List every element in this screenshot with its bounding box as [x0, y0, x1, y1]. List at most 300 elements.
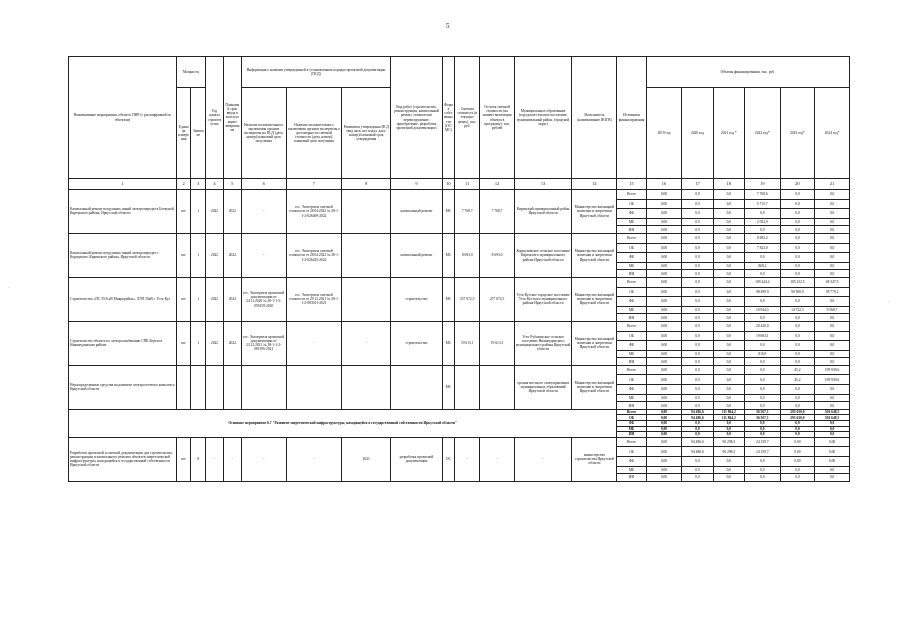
funding-value: 0,0: [713, 350, 744, 358]
funding-value: 0,0: [780, 270, 815, 278]
column-number: 21: [815, 179, 850, 190]
funding-value: 0,0: [713, 474, 744, 482]
funding-value: 869,2: [745, 262, 781, 270]
funding-value: 0,0: [745, 432, 781, 438]
object-approval: [342, 365, 391, 409]
funding-value: 0,0: [780, 297, 815, 307]
funding-value: 0,0: [780, 243, 815, 253]
funding-value: 0,0: [780, 394, 815, 402]
column-number: 15: [617, 179, 646, 190]
column-number: 12: [480, 179, 515, 190]
funding-source: ОБ: [617, 243, 646, 253]
funding-value: 0,0: [713, 287, 744, 297]
object-municipality: Усть-Кутское городское поселение Усть-Кутского муниципального района Иркутской области: [514, 277, 572, 321]
funding-value: 111 864,2: [713, 415, 744, 421]
funding-value: 0,0: [780, 321, 815, 331]
header-estimate: Сметная стоимость (в текущих ценах), тыс. руб.: [455, 57, 480, 179]
funding-value: 0,0: [745, 394, 781, 402]
funding-value: 0,0: [815, 402, 850, 410]
object-positive-conclusion: гос. Экспертиза проектной документации от 23.12.2021 № 38-1-1-2-081596-2021: [241, 321, 286, 365]
object-work-type: капитальный ремонт: [391, 233, 442, 277]
column-numbers-row: [69, 179, 850, 190]
object-municipality: Коршуновское сельское поселение Киренского муниципального района Иркутской области: [514, 233, 572, 277]
table-row: [69, 321, 850, 331]
funding-value: 0,0: [745, 426, 781, 432]
object-name: Нераспределенные средства на развитие электросетевого комплекса Иркутской области: [69, 365, 177, 409]
funding-source: МБ: [617, 350, 646, 358]
object-executor: Министерство жилищной политики и энергетики Иркутской области: [572, 277, 617, 321]
funding-value: 0,00: [646, 466, 682, 474]
object-name: Строительство объекта по электроснабжению СПК Береза в Нижнеудинском районе: [69, 321, 177, 365]
funding-value: 0,0: [815, 199, 850, 209]
funding-value: 0,00: [646, 297, 682, 307]
funding-source: МБ: [617, 306, 646, 314]
funding-value: 0,0: [682, 331, 713, 341]
funding-value: 96 298,3: [713, 447, 744, 457]
header-year: 2019 год: [646, 88, 682, 179]
object-municipality: Киренский муниципальный район Иркутской области: [514, 190, 572, 234]
object-estimate: [455, 365, 480, 409]
funding-value: 0,0: [780, 233, 815, 243]
object-unit: [176, 365, 191, 409]
funding-source: МБ: [617, 394, 646, 402]
page-number: 5: [446, 22, 450, 30]
funding-source: ИИ: [617, 402, 646, 410]
funding-value: 0,0: [745, 421, 781, 427]
object-municipality: органы местного самоуправления муниципальных образований Иркутской области: [514, 365, 572, 409]
funding-value: 0,00: [646, 385, 682, 395]
funding-value: 0,0: [745, 341, 781, 351]
funding-source: ОБ: [617, 199, 646, 209]
object-estimate: 19 613,1: [455, 321, 480, 365]
object-remaining: 8 693,0: [480, 233, 515, 277]
funding-value: 0,0: [815, 218, 850, 226]
object-work-type: [391, 365, 442, 409]
funding-value: 0,0: [815, 321, 850, 331]
funding-value: 0,0: [745, 297, 781, 307]
object-year-end: 2022: [223, 190, 241, 234]
funding-value: 0,0: [780, 331, 815, 341]
object-value: 1: [191, 321, 206, 365]
column-number: 20: [780, 179, 815, 190]
funding-value: 0,0: [780, 262, 815, 270]
funding-value: 0,0: [713, 426, 744, 432]
object-year-end: -: [223, 437, 241, 481]
funding-value: 10 944,5: [745, 306, 781, 314]
column-number: 13: [514, 179, 572, 190]
header-year: 2022 год*: [745, 88, 781, 179]
funding-value: 8 692,2: [745, 233, 781, 243]
funding-value: 0,00: [646, 437, 682, 447]
financing-table: [68, 56, 850, 482]
header-funding-group: Объемы финансирования, тыс. руб.: [646, 57, 849, 88]
object-name: Разработка проектной и сметной документации для строительства, реконструкции и капитального ремонта объектов энергетической инфраструктуры, находящейся в государственной собственности Иркутской области: [69, 437, 177, 481]
column-number: 14: [572, 179, 617, 190]
funding-value: 0,00: [646, 474, 682, 482]
funding-value: 0,0: [682, 457, 713, 467]
funding-value: 0,00: [780, 457, 815, 467]
funding-value: 0,00: [646, 341, 682, 351]
header-year: 2020 год: [682, 88, 713, 179]
funding-value: 0,00: [646, 375, 682, 385]
funding-value: 0,0: [682, 466, 713, 474]
object-work-type: капитальный ремонт: [391, 190, 442, 234]
funding-value: 96 298,3: [713, 437, 744, 447]
object-estimate: 8 693,0: [455, 233, 480, 277]
column-number: 2: [176, 179, 191, 190]
funding-value: 199 939,6: [815, 375, 850, 385]
funding-value: 0,00: [646, 209, 682, 219]
funding-value: 0,0: [682, 287, 713, 297]
funding-value: 0,0: [713, 297, 744, 307]
header-approval: Реквизиты утверждения ПСД (вид акта, кто издал, дата, номер)/плановый срок утверждения: [342, 88, 391, 179]
funding-value: 0,0: [815, 350, 850, 358]
funding-value: 0,0: [780, 314, 815, 322]
funding-value: 58 779,2: [815, 287, 850, 297]
object-year-start: 2022: [206, 277, 224, 321]
funding-value: 0,0: [682, 199, 713, 209]
funding-value: 0,0: [682, 358, 713, 366]
object-ownership: МС: [442, 321, 455, 365]
funding-value: 0,0: [815, 297, 850, 307]
funding-value: 0,00: [815, 457, 850, 467]
object-approval: [342, 277, 391, 321]
funding-value: 0,0: [713, 341, 744, 351]
funding-value: 0,0: [682, 426, 713, 432]
funding-value: 7 768,6: [745, 190, 781, 200]
object-positive-conclusion: [241, 365, 286, 409]
object-approval: [342, 233, 391, 277]
column-number: 16: [646, 179, 682, 190]
funding-value: 0,00: [646, 426, 682, 432]
header-positive: Наличие положительного заключения органов экспертизы на ПСД (дата, номер)/плановый срок получения: [241, 88, 286, 179]
funding-value: 0,0: [682, 321, 713, 331]
header-remaining: Остаток сметной стоимости (на момент включения объекта в программу), тыс. рублей: [480, 57, 515, 179]
funding-value: 94 486,6: [682, 415, 713, 421]
funding-value: 0,0: [713, 466, 744, 474]
object-unit: шт.: [176, 437, 191, 481]
funding-value: 0,0: [780, 432, 815, 438]
funding-value: 0,0: [815, 270, 850, 278]
funding-value: 0,0: [713, 432, 744, 438]
funding-value: 24 159,7: [745, 437, 781, 447]
funding-source: ОБ: [617, 287, 646, 297]
funding-value: 0,0: [682, 375, 713, 385]
object-remaining: 19 613,1: [480, 321, 515, 365]
object-reliability-conclusion: гос. Экспертиза сметной стоимости от 28.04.2022 № 38-1-1-2-026425-2022: [286, 233, 341, 277]
funding-value: 0,0: [780, 218, 815, 226]
funding-value: 0,00: [646, 190, 682, 200]
funding-value: 0,00: [780, 447, 815, 457]
column-number: 1: [69, 179, 177, 190]
object-year-start: [206, 365, 224, 409]
table-row: [69, 365, 850, 375]
funding-value: 0,0: [815, 426, 850, 432]
funding-value: 0,0: [780, 402, 815, 410]
scan-mark: ·: [8, 286, 10, 291]
object-unit: шт.: [176, 277, 191, 321]
funding-value: 0,00: [646, 314, 682, 322]
funding-value: 0,00: [815, 447, 850, 457]
funding-value: 0,0: [745, 226, 781, 234]
funding-source: МБ: [617, 262, 646, 270]
funding-value: 0,0: [745, 270, 781, 278]
funding-source: ИИ: [617, 474, 646, 482]
funding-source: ИИ: [617, 358, 646, 366]
table-row: [69, 437, 850, 447]
column-number: 6: [241, 179, 286, 190]
funding-value: 0,0: [780, 421, 815, 427]
funding-source: Всего: [617, 437, 646, 447]
funding-value: 0,0: [682, 243, 713, 253]
object-name: Строительство «ПС 35/6 кВ Микрорайон», ЛЭП 35кВ г. Усть-Кут: [69, 277, 177, 321]
funding-value: 0,0: [682, 402, 713, 410]
funding-source: ФБ: [617, 421, 646, 427]
column-number: 4: [206, 179, 224, 190]
header-work-type: Вид работ (строительство, реконструкция, капитальный ремонт, техническое перевооружение, приобретение, разработка проектной документации): [391, 57, 442, 179]
object-unit: шт.: [176, 321, 191, 365]
funding-value: 0,0: [682, 432, 713, 438]
column-number: 9: [391, 179, 442, 190]
object-unit: шт.: [176, 233, 191, 277]
scan-mark: ·: [888, 300, 890, 305]
object-year-end: 2022: [223, 233, 241, 277]
funding-value: 0,0: [713, 270, 744, 278]
funding-value: 0,0: [815, 314, 850, 322]
funding-value: 293 630,0: [780, 409, 815, 415]
funding-source: ИИ: [617, 432, 646, 438]
funding-value: 0,0: [780, 474, 815, 482]
funding-source: Всего: [617, 321, 646, 331]
funding-value: 0,00: [646, 218, 682, 226]
funding-source: МБ: [617, 426, 646, 432]
funding-value: 0,00: [646, 321, 682, 331]
header-name: Наименование мероприятия, объекта, ПИР (с расшифровкой по объектам): [69, 57, 177, 179]
funding-value: 0,0: [713, 402, 744, 410]
funding-value: 0,0: [815, 394, 850, 402]
funding-value: 0,00: [646, 253, 682, 263]
funding-value: 0,0: [713, 358, 744, 366]
funding-value: 0,0: [815, 226, 850, 234]
funding-value: 0,00: [646, 226, 682, 234]
funding-value: 0,0: [713, 233, 744, 243]
column-number: 7: [286, 179, 341, 190]
object-reliability-conclusion: гос. Экспертиза сметной стоимости от 28.04.2022 № 38-1-1-2-026469-2022: [286, 190, 341, 234]
table-row: [69, 190, 850, 200]
funding-value: 556 648,5: [815, 415, 850, 421]
object-year-end: [223, 365, 241, 409]
header-value: Значение: [191, 88, 206, 179]
funding-value: 0,00: [646, 421, 682, 427]
funding-value: 36 567,1: [745, 415, 781, 421]
funding-value: 45,2: [780, 365, 815, 375]
header-ownership: Форма собственности (ОС/МС): [442, 57, 455, 179]
object-value: 8: [191, 437, 206, 481]
header-docs-group: Информация о наличии утвержденной в установленном порядке проектной документации (ПСД): [241, 57, 391, 88]
funding-value: 0,0: [815, 466, 850, 474]
funding-value: 0,00: [646, 415, 682, 421]
funding-value: 14 732,5: [780, 306, 815, 314]
funding-value: 0,0: [713, 243, 744, 253]
funding-value: 0,0: [780, 350, 815, 358]
funding-value: 0,0: [745, 457, 781, 467]
funding-value: 0,0: [682, 297, 713, 307]
funding-value: 0,00: [646, 331, 682, 341]
funding-value: 105 232,5: [780, 277, 815, 287]
funding-value: 0,00: [646, 358, 682, 366]
object-name: Капитальный ремонт воздушных линий электропередач в Ботвуной, Киренского района, Иркутской области: [69, 190, 177, 234]
funding-value: 90 500,0: [780, 287, 815, 297]
object-executor: Министерство жилищной политики и энергетики Иркутской области: [572, 233, 617, 277]
header-power: Мощность: [176, 57, 205, 88]
funding-source: Всего: [617, 277, 646, 287]
funding-value: 0,0: [815, 432, 850, 438]
header-unit: Единица измерения: [176, 88, 191, 179]
funding-value: 0,0: [780, 226, 815, 234]
header-year: 2021 год *: [713, 88, 744, 179]
funding-value: 9 568,7: [815, 306, 850, 314]
object-ownership: МС: [442, 190, 455, 234]
funding-value: 0,0: [713, 306, 744, 314]
column-number: 17: [682, 179, 713, 190]
funding-value: 0,0: [815, 358, 850, 366]
funding-value: 109 444,4: [745, 277, 781, 287]
funding-value: 0,0: [713, 421, 744, 427]
funding-value: 0,0: [713, 262, 744, 270]
object-year-start: 2022: [206, 190, 224, 234]
object-name: Капитальный ремонт воздушных линий электропередач с. Коршуново, Киренского района, Иркутской области: [69, 233, 177, 277]
object-positive-conclusion: -: [241, 233, 286, 277]
funding-value: 0,0: [815, 421, 850, 427]
object-year-end: 2022: [223, 321, 241, 365]
header-year: 2023 год*: [780, 88, 815, 179]
funding-source: ФБ: [617, 253, 646, 263]
funding-value: 36 567,1: [745, 409, 781, 415]
object-reliability-conclusion: [286, 365, 341, 409]
funding-value: 0,0: [815, 243, 850, 253]
object-ownership: ОС: [442, 437, 455, 481]
funding-value: 0,0: [713, 226, 744, 234]
funding-source: ИИ: [617, 226, 646, 234]
funding-source: ФБ: [617, 385, 646, 395]
funding-value: 0,0: [780, 385, 815, 395]
object-reliability-conclusion: -: [286, 321, 341, 365]
column-number: 5: [223, 179, 241, 190]
funding-value: 0,0: [682, 233, 713, 243]
funding-value: 0,0: [682, 270, 713, 278]
funding-value: 0,0: [713, 321, 744, 331]
object-remaining: 257 672,5: [480, 277, 515, 321]
funding-value: 0,0: [682, 306, 713, 314]
table-row: [69, 277, 850, 287]
funding-value: 0,0: [780, 341, 815, 351]
funding-value: 0,0: [815, 190, 850, 200]
object-work-type: строительство: [391, 277, 442, 321]
funding-source: Всего: [617, 190, 646, 200]
funding-value: 0,0: [745, 466, 781, 474]
funding-source: МБ: [617, 466, 646, 474]
funding-value: 2 052,9: [745, 218, 781, 226]
object-year-start: 2022: [206, 233, 224, 277]
funding-value: 0,00: [646, 394, 682, 402]
funding-value: 0,0: [815, 253, 850, 263]
funding-value: 19 603,1: [745, 331, 781, 341]
object-reliability-conclusion: гос. Экспертиза сметной стоимости от 29.12.2021 № 38-1-1-2-083011-2021: [286, 277, 341, 321]
object-year-start: 2022: [206, 321, 224, 365]
funding-value: 0,0: [745, 365, 781, 375]
funding-source: Всего: [617, 233, 646, 243]
object-municipality: Усть-Рубахинское сельское поселение Нижнеудинского муниципального района Иркутской области: [514, 321, 572, 365]
funding-value: 0,00: [646, 287, 682, 297]
column-number: 18: [713, 179, 744, 190]
funding-value: 0,0: [682, 341, 713, 351]
funding-value: 0,0: [815, 341, 850, 351]
funding-value: 0,0: [713, 190, 744, 200]
funding-value: 0,0: [713, 365, 744, 375]
header-reliability: Наличие положительного заключения органов экспертизы о достоверности сметной стоимости (дата, номер)/плановый срок получения: [286, 88, 341, 179]
object-work-type: строительство: [391, 321, 442, 365]
funding-value: 0,0: [745, 375, 781, 385]
object-value: 1: [191, 277, 206, 321]
header-sources: Источники финансирования: [617, 57, 646, 179]
funding-value: 0,00: [646, 277, 682, 287]
funding-value: 0,0: [682, 314, 713, 322]
object-unit: шт.: [176, 190, 191, 234]
funding-source: ОБ: [617, 415, 646, 421]
object-work-type: разработка проектной документации: [391, 437, 442, 481]
object-value: 1: [191, 233, 206, 277]
funding-value: 0,0: [815, 331, 850, 341]
funding-value: 0,0: [815, 474, 850, 482]
funding-value: 0,0: [682, 218, 713, 226]
funding-value: 0,0: [682, 365, 713, 375]
funding-value: 98 499,9: [745, 287, 781, 297]
funding-value: 0,0: [713, 385, 744, 395]
object-value: [191, 365, 206, 409]
funding-source: ФБ: [617, 209, 646, 219]
funding-value: 0,0: [780, 190, 815, 200]
funding-source: Всего: [617, 409, 646, 415]
column-number: 10: [442, 179, 455, 190]
column-number: 19: [745, 179, 781, 190]
object-positive-conclusion: гос. Экспертиза проектной документации от 24.11.2020 № 38-1-1-3-059258-2020: [241, 277, 286, 321]
object-municipality: -: [514, 437, 572, 481]
funding-value: 0,00: [646, 306, 682, 314]
header-year: 2024 год*: [815, 88, 850, 179]
header-year-start: Год начала строительства: [206, 57, 224, 179]
funding-value: 0,0: [682, 209, 713, 219]
funding-source: ОБ: [617, 447, 646, 457]
funding-value: 0,0: [745, 474, 781, 482]
funding-source: ИИ: [617, 270, 646, 278]
object-year-start: -: [206, 437, 224, 481]
funding-value: 45,2: [780, 375, 815, 385]
funding-value: 0,00: [646, 409, 682, 415]
funding-value: 0,00: [646, 233, 682, 243]
funding-value: 0,0: [682, 190, 713, 200]
object-approval: [342, 190, 391, 234]
column-number: 11: [455, 179, 480, 190]
funding-value: 0,0: [780, 199, 815, 209]
object-estimate: 7 768,7: [455, 190, 480, 234]
funding-value: 0,0: [682, 253, 713, 263]
funding-value: 0,0: [780, 358, 815, 366]
funding-value: 0,0: [682, 474, 713, 482]
column-number: 3: [191, 179, 206, 190]
funding-source: ИИ: [617, 314, 646, 322]
funding-value: 0,0: [713, 394, 744, 402]
funding-value: 0,0: [713, 218, 744, 226]
